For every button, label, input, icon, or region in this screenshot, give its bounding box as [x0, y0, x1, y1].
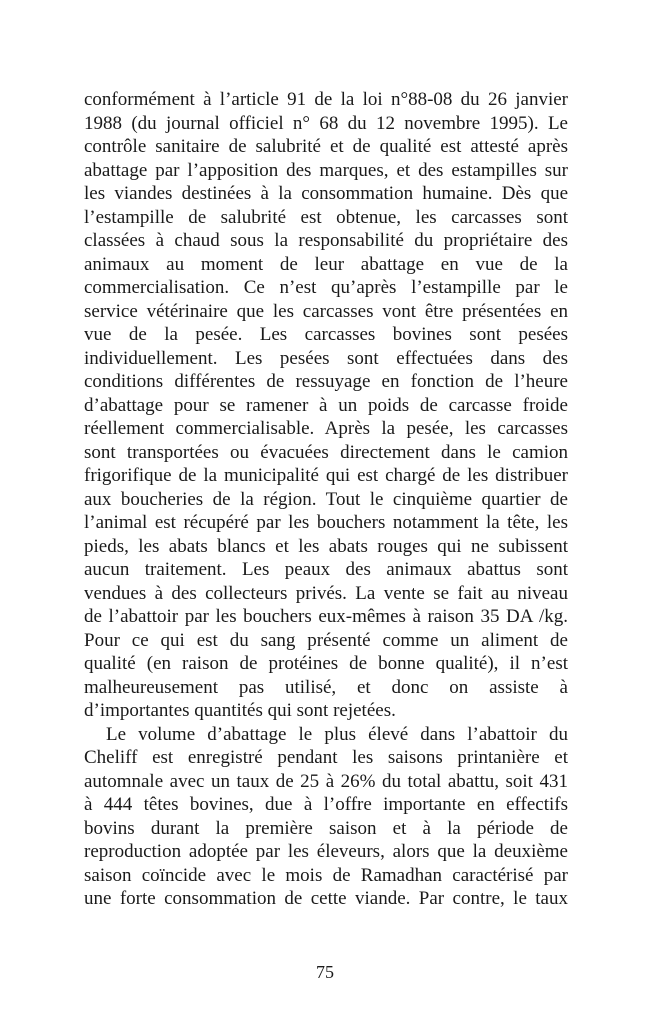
text-line: une forte consommation de cette viande. Par contre, le taux: [84, 888, 568, 909]
text-line: Pour ce qui est du sang présenté comme un aliment de: [84, 629, 568, 651]
text-line: l’animal est récupéré par les bouchers notamment la tête, les: [84, 512, 568, 533]
text-line: aux boucheries de la région. Tout le cinquième quartier de: [84, 488, 568, 510]
text-line: classées à chaud sous la responsabilité du propriétaire des: [84, 230, 568, 251]
text-line: saison coïncide avec le mois de Ramadhan caractérisé par: [84, 864, 568, 886]
text-line: pieds, les abats blancs et les abats rouges qui ne subissent: [84, 535, 568, 557]
text-line: aucun traitement. Les peaux des animaux abattus sont: [84, 559, 568, 580]
text-line: qualité (en raison de protéines de bonne qualité), il n’est: [84, 653, 568, 674]
text-line: l’estampille de salubrité est obtenue, les carcasses sont: [84, 206, 568, 228]
text-line: individuellement. Les pesées sont effectuées dans des: [84, 347, 568, 369]
text-line: malheureusement pas utilisé, et donc on assiste à: [84, 676, 568, 698]
body-text: [84, 88, 568, 911]
page-number: 75: [316, 962, 334, 982]
text-line: automnale avec un taux de 25 à 26% du total abattu, soit 431: [84, 770, 568, 792]
text-line: d’importantes quantités qui sont rejetées.: [84, 700, 396, 721]
paragraph: [84, 88, 568, 723]
text-line: d’abattage pour se ramener à un poids de carcasse froide: [84, 394, 568, 416]
paragraph: [84, 723, 568, 911]
text-line: à 444 têtes bovines, due à l’offre importante en effectifs: [84, 794, 568, 815]
text-line: vendues à des collecteurs privés. La vente se fait au niveau: [84, 582, 568, 604]
text-line: sont transportées ou évacuées directement dans le camion: [84, 441, 568, 463]
text-line: conditions différentes de ressuyage en fonction de l’heure: [84, 371, 568, 392]
text-line: réellement commercialisable. Après la pesée, les carcasses: [84, 418, 568, 439]
text-line: service vétérinaire que les carcasses vont être présentées en: [84, 300, 568, 322]
text-line: conformément à l’article 91 de la loi n°88-08 du 26 janvier: [84, 89, 568, 110]
text-line: Le volume d’abattage le plus élevé dans l’abattoir du: [106, 723, 568, 745]
text-line: contrôle sanitaire de salubrité et de qualité est attesté après: [84, 136, 568, 157]
text-line: de l’abattoir par les bouchers eux-mêmes à raison 35 DA /kg.: [84, 606, 568, 627]
text-line: 1988 (du journal officiel n° 68 du 12 novembre 1995). Le: [84, 112, 568, 134]
text-line: frigorifique de la municipalité qui est chargé de les distribuer: [84, 465, 568, 486]
text-line: bovins durant la première saison et à la période de: [84, 817, 568, 839]
text-line: vue de la pesée. Les carcasses bovines sont pesées: [84, 324, 568, 345]
text-line: animaux au moment de leur abattage en vue de la: [84, 253, 568, 275]
text-line: abattage par l’apposition des marques, et des estampilles sur: [84, 159, 568, 181]
text-line: Cheliff est enregistré pendant les saisons printanière et: [84, 747, 568, 768]
text-line: les viandes destinées à la consommation humaine. Dès que: [84, 183, 568, 204]
text-line: commercialisation. Ce n’est qu’après l’estampille par le: [84, 277, 568, 298]
text-line: reproduction adoptée par les éleveurs, alors que la deuxième: [84, 841, 568, 862]
